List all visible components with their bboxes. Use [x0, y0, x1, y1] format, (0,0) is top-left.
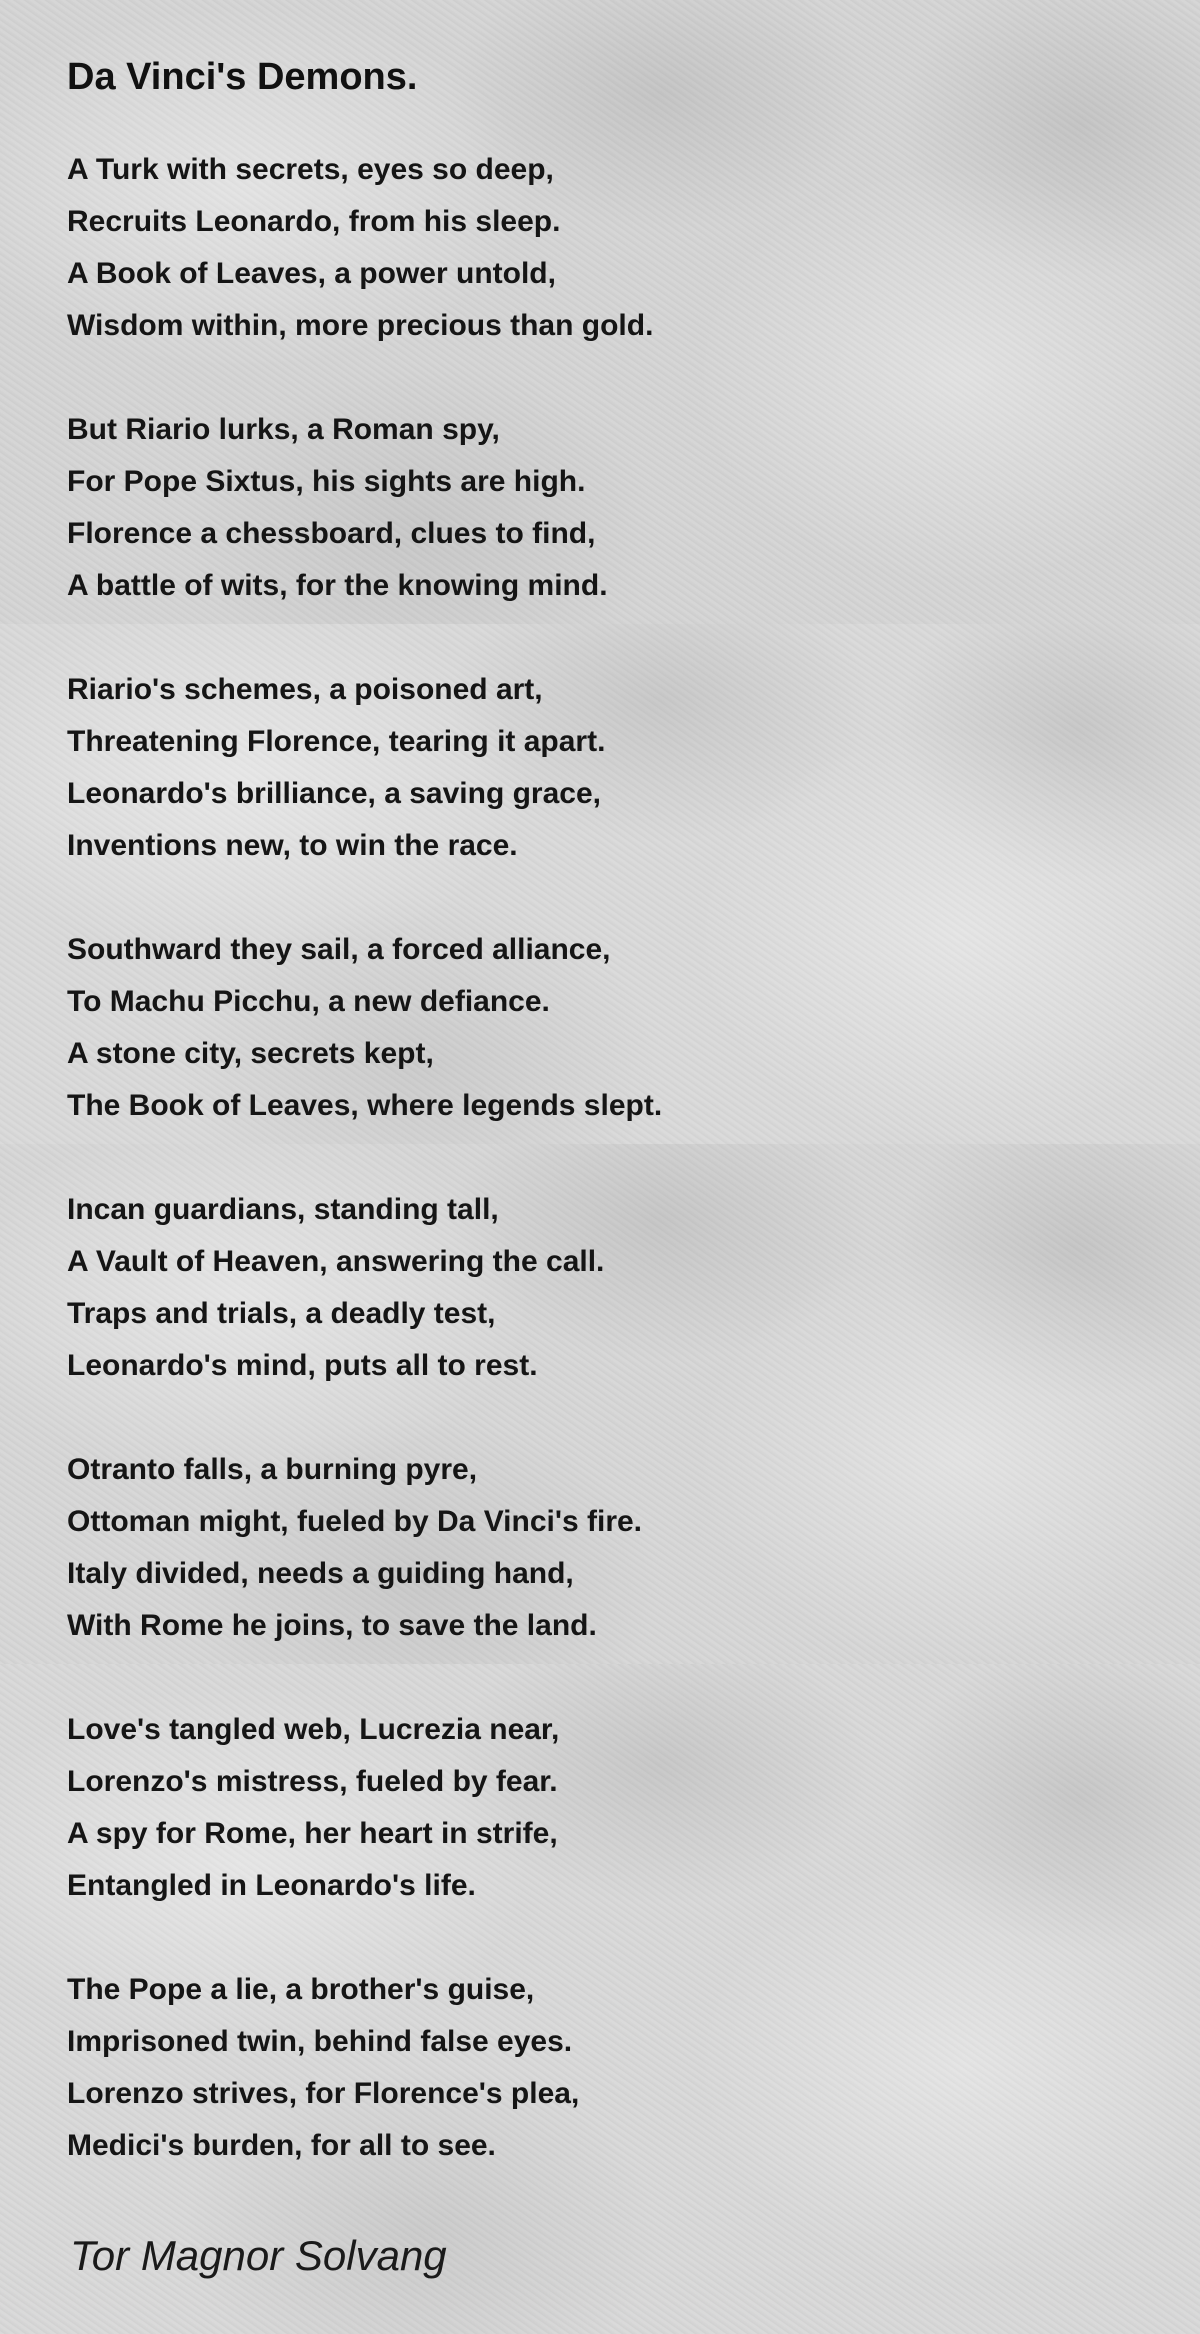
- poem-line: A Turk with secrets, eyes so deep,: [67, 153, 554, 186]
- poem-line: Inventions new, to win the race.: [67, 829, 518, 862]
- poem-line: Lorenzo strives, for Florence's plea,: [67, 2077, 580, 2110]
- poem-line: A stone city, secrets kept,: [67, 1037, 434, 1070]
- poem-line: The Book of Leaves, where legends slept.: [67, 1089, 663, 1122]
- poem-line: Wisdom within, more precious than gold.: [67, 309, 654, 342]
- poem-line: Leonardo's brilliance, a saving grace,: [67, 777, 601, 810]
- poem-line: Leonardo's mind, puts all to rest.: [67, 1349, 538, 1382]
- poem-line: The Pope a lie, a brother's guise,: [67, 1973, 535, 2006]
- poem-line: Italy divided, needs a guiding hand,: [67, 1557, 574, 1590]
- poem-body: [67, 144, 1147, 2172]
- poem-line: Lorenzo's mistress, fueled by fear.: [67, 1765, 558, 1798]
- poem-line: Otranto falls, a burning pyre,: [67, 1453, 478, 1486]
- poem-line: To Machu Picchu, a new defiance.: [67, 985, 550, 1018]
- poem-line: Southward they sail, a forced alliance,: [67, 933, 611, 966]
- poem-author: Tor Magnor Solvang: [70, 2232, 447, 2279]
- poem-line: Ottoman might, fueled by Da Vinci's fire.: [67, 1505, 643, 1538]
- poem-line: Incan guardians, standing tall,: [67, 1193, 499, 1226]
- poem-line: Entangled in Leonardo's life.: [67, 1869, 476, 1902]
- poem-stanza: [67, 1184, 1147, 1392]
- poem-line: With Rome he joins, to save the land.: [67, 1609, 597, 1642]
- poem-line: For Pope Sixtus, his sights are high.: [67, 465, 586, 498]
- poem-stanza: [67, 1444, 1147, 1652]
- poem-line: A Vault of Heaven, answering the call.: [67, 1245, 605, 1278]
- poem-line: Medici's burden, for all to see.: [67, 2129, 496, 2162]
- poem-line: A Book of Leaves, a power untold,: [67, 257, 556, 290]
- poem-line: Florence a chessboard, clues to find,: [67, 517, 596, 550]
- poem-line: Love's tangled web, Lucrezia near,: [67, 1713, 560, 1746]
- poem-stanza: [67, 664, 1147, 872]
- poem-title: Da Vinci's Demons.: [67, 56, 418, 98]
- poem-line: Traps and trials, a deadly test,: [67, 1297, 496, 1330]
- poem-stanza: [67, 144, 1147, 352]
- poem-stanza: [67, 404, 1147, 612]
- poem-line: A battle of wits, for the knowing mind.: [67, 569, 608, 602]
- poem-line: Imprisoned twin, behind false eyes.: [67, 2025, 573, 2058]
- poem-line: Recruits Leonardo, from his sleep.: [67, 205, 561, 238]
- poem-line: Threatening Florence, tearing it apart.: [67, 725, 606, 758]
- poem-line: Riario's schemes, a poisoned art,: [67, 673, 543, 706]
- poem-line: A spy for Rome, her heart in strife,: [67, 1817, 558, 1850]
- poem-stanza: [67, 924, 1147, 1132]
- poem-stanza: [67, 1704, 1147, 1912]
- poem-line: But Riario lurks, a Roman spy,: [67, 413, 500, 446]
- poem-container: [67, 48, 1147, 2224]
- poem-stanza: [67, 1964, 1147, 2172]
